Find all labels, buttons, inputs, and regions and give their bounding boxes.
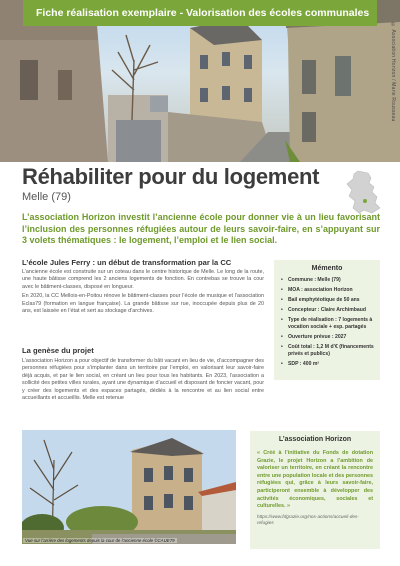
- memento-item: • MOA : association Horizon: [280, 287, 374, 294]
- lead-paragraph: L’association Horizon investit l’ancienne école pour donner vie à un lieu favorisant l’inclusion des personnes réfugiées autour de leurs savoir-faire, en s’appuyant sur 3 volets thématiques : le logement, l’emploi et le lien social.: [22, 212, 380, 246]
- paragraph: En 2020, la CC Mellois-en-Poitou rénove le bâtiment-classes pour l’école de musique et l’association Eclas79 (formation en langue française). La grande bâtisse sur rue, inoccupée depuis plus de 20 ans, est laissée en l’état et sert au stockage d’archives.: [22, 293, 264, 315]
- association-box: [250, 431, 380, 549]
- section-heading-genese: La genèse du projet: [22, 346, 94, 355]
- association-quote: « Créé à l’initiative du Fonds de dotation Grazie, le projet Horizon a l’ambition de valoriser un territoire, en créant la rencontre entre une population locale et des personnes réfugiées qui, grâce à leurs savoir-faire, participeront ensemble à développer des activités économiques, sociales et culturelles. »: [257, 450, 373, 510]
- memento-item: • Coût total : 1,2 M d’€ (financements privés et publics): [280, 344, 374, 358]
- memento-item: • SDP : 400 m²: [280, 361, 374, 368]
- memento-box: [274, 260, 380, 380]
- association-link[interactable]: https://www.fdgrazie.org/nos-actions/accueil-des-refugies: [257, 513, 359, 525]
- page-subtitle: Melle (79): [22, 191, 71, 203]
- memento-list: [280, 277, 374, 368]
- paragraph: L’ancienne école est construite sur un coteau dans le centre historique de Melle. Le long de la route, une haute bâtisse comprend les 2 anciens logements de fonction. En contrebas se trouve la cour avec le bâtiment-classes, disposé en longueur.: [22, 269, 264, 290]
- section-body-ecole: [22, 269, 264, 317]
- memento-item: • Bail emphytéotique de 50 ans: [280, 297, 374, 304]
- memento-item: • Ouverture prévue : 2027: [280, 334, 374, 341]
- memento-item: • Commune : Melle (79): [280, 277, 374, 284]
- school-photo: [22, 430, 236, 544]
- paragraph: L’association Horizon a pour objectif de transformer du bâti vacant en lieu de vie, d’accompagner des personnes réfugiées pour s’implanter dans un territoire par l’emploi, en valorisant leur savoir-faire déjà acquis, et par le lien social, en créant un lieu pour tous les habitants. En 2023, l’association a sollicité des petites villes rurales, ayant une dynamique d’accueil et disposant de foncier vacant, pour y créer des logements et des espaces partagés, dédiés à la rencontre et au lien social entre accueillants et accueillis. Melle est retenue: [22, 358, 264, 402]
- department-map-icon: [344, 170, 384, 214]
- section-heading-ecole: L’école Jules Ferry : un début de transformation par la CC: [22, 258, 232, 267]
- memento-title: Mémento: [311, 265, 343, 272]
- hero-photo: [0, 0, 400, 162]
- page-title: Réhabiliter pour du logement: [22, 164, 320, 189]
- category-banner: Fiche réalisation exemplaire - Valorisation des écoles communales: [23, 0, 377, 26]
- school-illustration: [22, 430, 236, 544]
- memento-item: • Concepteur : Claire Archimbaud: [280, 307, 374, 314]
- association-title: L’association Horizon: [278, 436, 352, 443]
- section-body-genese: [22, 358, 264, 404]
- photo-caption: Vue sur l’arrière des logements depuis la cour de l’ancienne école ©CAUE79: [25, 538, 175, 543]
- memento-item: • Type de réalisation : 7 logements à vocation sociale + esp. partagés: [280, 317, 374, 331]
- photo-credit: © Association Horizon / Marie Rousseau: [390, 22, 396, 122]
